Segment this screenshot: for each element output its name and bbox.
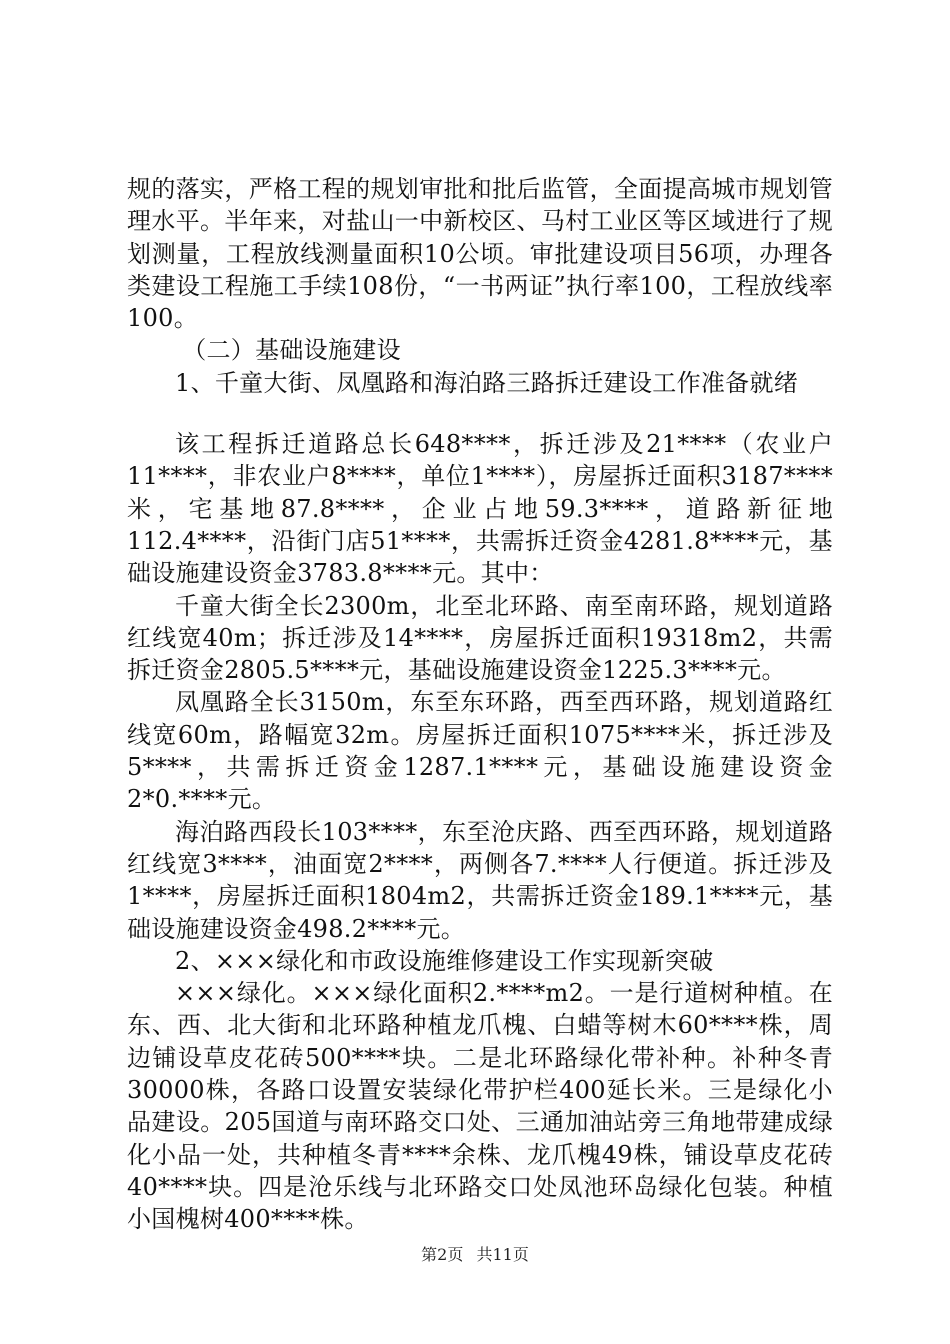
paragraph-planning-supervision: 规的落实，严格工程的规划审批和批后监管，全面提高城市规划管理水平。半年来，对盐山一中新校区、马村工业区等区域进行了规划测量，工程放线测量面积10公顷。审批建设项目56项，办理各类建设工程施工手续108份，“一书两证”执行率100，工程放线率100。 (127, 175, 833, 333)
paragraph-fenghuang-road: 凤凰路全长3150m，东至东环路，西至西环路，规划道路红线宽60m，路幅宽32m。房屋拆迁面积1075****米，拆迁涉及5****，共需拆迁资金1287.1****元，基础设施建设资金2*0.****元。 (127, 688, 833, 814)
page-total: 共11页 (476, 1245, 529, 1264)
page-number: 第2页 (421, 1245, 464, 1264)
paragraph-project-overview: 该工程拆迁道路总长648****，拆迁涉及21****（农业户11****，非农业户8****，单位1****），房屋拆迁面积3187****米，宅基地87.8****，企业占地59.3****，道路新征地112.4****，沿街门店51****，共需拆迁资金4281.8****元，基础设施建设资金3783.8****元。其中： (127, 430, 833, 588)
subheading-three-roads: 1、千童大街、凤凰路和海泊路三路拆迁建设工作准备就绪 (175, 368, 799, 397)
page-footer (0, 1242, 950, 1265)
paragraph-qiantong-street: 千童大街全长2300m，北至北环路、南至南环路，规划道路红线宽40m；拆迁涉及14****，房屋拆迁面积19318m2，共需拆迁资金2805.5****元，基础设施建设资金1225.3****元。 (127, 591, 833, 685)
subheading-greening: 2、×××绿化和市政设施维修建设工作实现新突破 (175, 946, 714, 975)
section-heading-infrastructure: （二）基础设施建设 (182, 336, 401, 365)
document-body (127, 173, 833, 1236)
paragraph-haibo-road: 海泊路西段长103****，东至沧庆路、西至西环路，规划道路红线宽3****，油面宽2****，两侧各7.****人行便道。拆迁涉及1****，房屋拆迁面积1804m2，共需拆迁资金189.1****元，基础设施建设资金498.2****元。 (127, 817, 833, 943)
paragraph-greening-details: ×××绿化。×××绿化面积2.****m2。一是行道树种植。在东、西、北大街和北环路种植龙爪槐、白蜡等树木60****株，周边铺设草皮花砖500****块。二是北环路绿化带补种。补种冬青30000株，各路口设置安装绿化带护栏400延长米。三是绿化小品建设。205国道与南环路交口处、三通加油站旁三角地带建成绿化小品一处，共种植冬青****余株、龙爪槐49株，铺设草皮花砖40****块。四是沧乐线与北环路交口处凤池环岛绿化包装。种植小国槐树400****株。 (127, 979, 833, 1234)
